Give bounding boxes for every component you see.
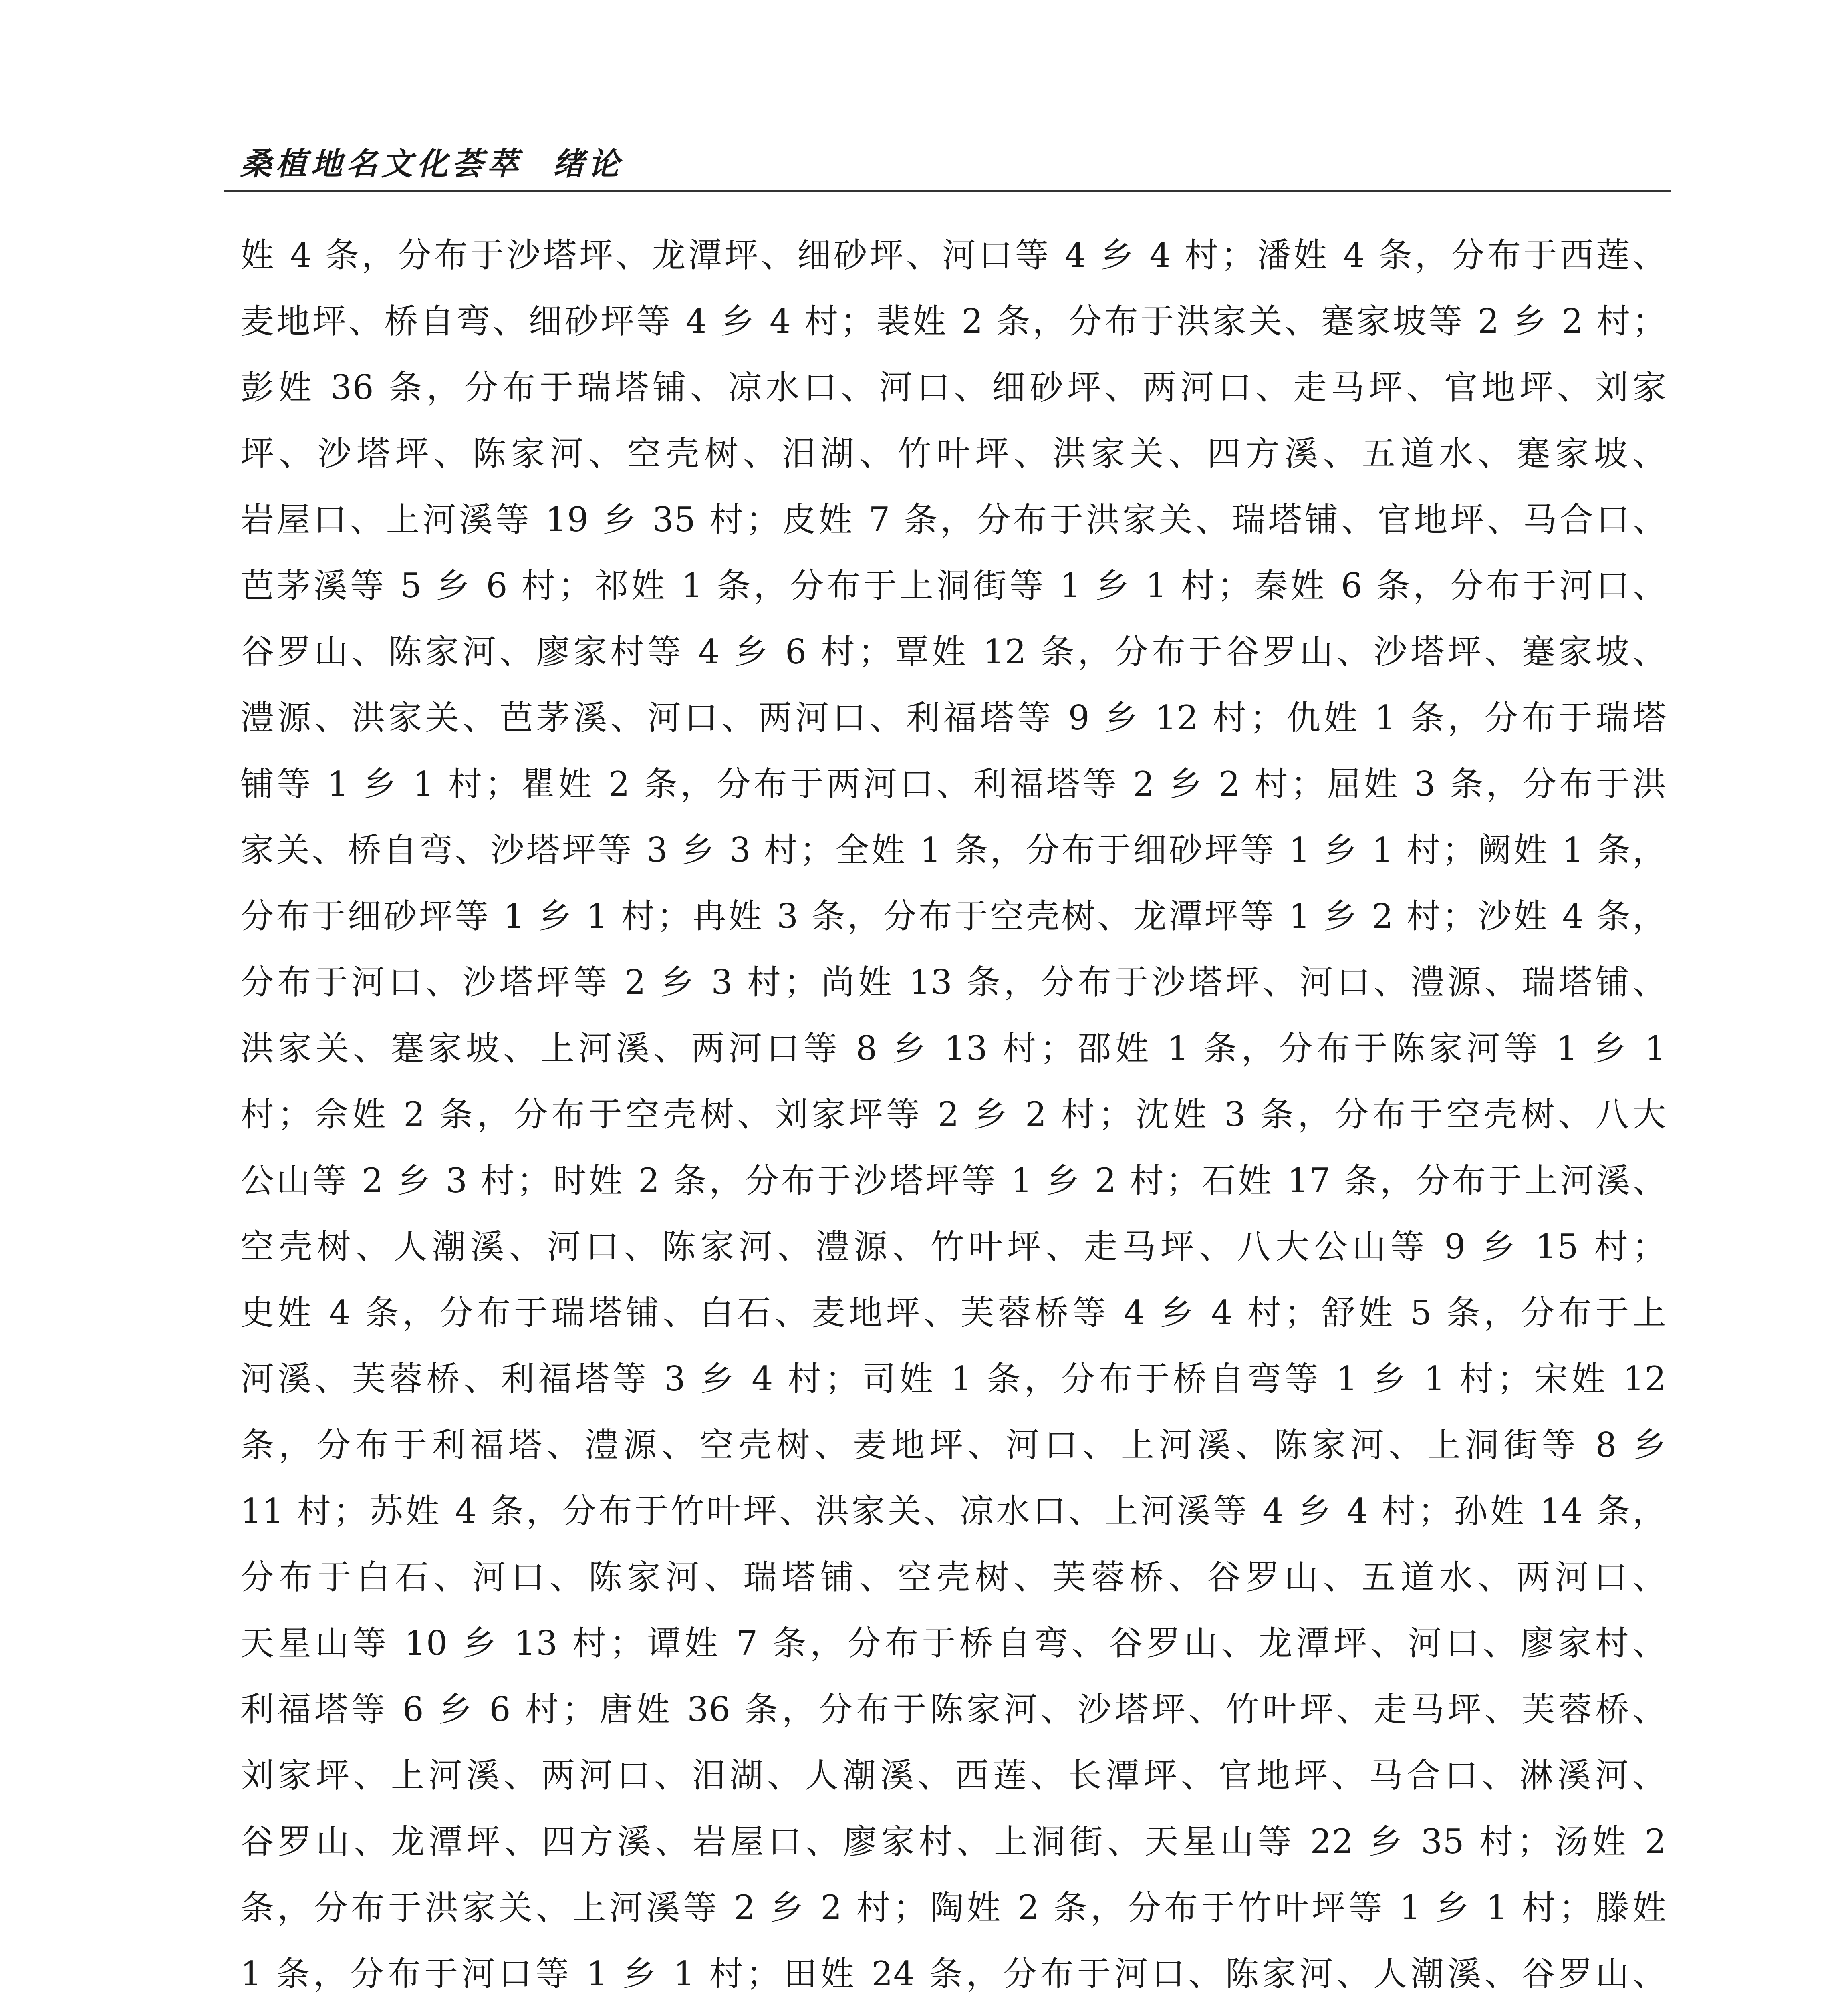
- header-book-title: 桑植地名文化荟萃: [240, 146, 523, 182]
- text-line: 谷罗山、龙潭坪、四方溪、岩屋口、廖家村、上洞街、天星山等 22 乡 35 村；汤姓 2: [240, 1822, 1667, 1861]
- text-line: 澧源、洪家关、芭茅溪、河口、两河口、利福塔等 9 乡 12 村；仇姓 1 条，分布于瑞塔: [240, 698, 1667, 738]
- text-line: 公山等 2 乡 3 村；时姓 2 条，分布于沙塔坪等 1 乡 2 村；石姓 17 条，分布于上河溪、: [240, 1161, 1667, 1200]
- header-divider: [224, 190, 1671, 192]
- text-line: 刘家坪、上河溪、两河口、汨湖、人潮溪、西莲、长潭坪、官地坪、马合口、淋溪河、: [240, 1756, 1667, 1795]
- header-chapter-title: 绪论: [553, 146, 624, 182]
- text-line: 家关、桥自弯、沙塔坪等 3 乡 3 村；全姓 1 条，分布于细砂坪等 1 乡 1 村；阙姓 1 条，: [240, 830, 1667, 870]
- text-line: 岩屋口、上河溪等 19 乡 35 村；皮姓 7 条，分布于洪家关、瑞塔铺、官地坪、马合口、: [240, 500, 1667, 539]
- text-line: 天星山等 10 乡 13 村；谭姓 7 条，分布于桥自弯、谷罗山、龙潭坪、河口、廖家村、: [240, 1624, 1667, 1663]
- text-line: 11 村；苏姓 4 条，分布于竹叶坪、洪家关、凉水口、上河溪等 4 乡 4 村；孙姓 14 条，: [240, 1491, 1667, 1531]
- text-line: 坪、沙塔坪、陈家河、空壳树、汨湖、竹叶坪、洪家关、四方溪、五道水、蹇家坡、: [240, 434, 1667, 473]
- body-text: [240, 222, 1667, 2003]
- text-line: 条，分布于洪家关、上河溪等 2 乡 2 村；陶姓 2 条，分布于竹叶坪等 1 乡 1 村；滕姓: [240, 1888, 1667, 1927]
- text-line: 利福塔等 6 乡 6 村；唐姓 36 条，分布于陈家河、沙塔坪、竹叶坪、走马坪、芙蓉桥、: [240, 1690, 1667, 1729]
- text-line: 洪家关、蹇家坡、上河溪、两河口等 8 乡 13 村；邵姓 1 条，分布于陈家河等 1 乡 1: [240, 1029, 1667, 1068]
- text-line: 分布于细砂坪等 1 乡 1 村；冉姓 3 条，分布于空壳树、龙潭坪等 1 乡 2 村；沙姓 4 条，: [240, 897, 1667, 936]
- running-header: [240, 142, 1667, 186]
- text-line: 彭姓 36 条，分布于瑞塔铺、凉水口、河口、细砂坪、两河口、走马坪、官地坪、刘家: [240, 368, 1667, 407]
- text-line: 河溪、芙蓉桥、利福塔等 3 乡 4 村；司姓 1 条，分布于桥自弯等 1 乡 1 村；宋姓 12: [240, 1359, 1667, 1398]
- text-line: 姓 4 条，分布于沙塔坪、龙潭坪、细砂坪、河口等 4 乡 4 村；潘姓 4 条，分布于西莲、: [240, 236, 1667, 275]
- text-line: 麦地坪、桥自弯、细砂坪等 4 乡 4 村；裴姓 2 条，分布于洪家关、蹇家坡等 2 乡 2 村；: [240, 302, 1667, 341]
- text-line: 空壳树、人潮溪、河口、陈家河、澧源、竹叶坪、走马坪、八大公山等 9 乡 15 村；: [240, 1227, 1667, 1266]
- text-line: 芭茅溪等 5 乡 6 村；祁姓 1 条，分布于上洞街等 1 乡 1 村；秦姓 6 条，分布于河口、: [240, 566, 1667, 605]
- text-line: 谷罗山、陈家河、廖家村等 4 乡 6 村；覃姓 12 条，分布于谷罗山、沙塔坪、蹇家坡、: [240, 632, 1667, 671]
- text-line: 分布于河口、沙塔坪等 2 乡 3 村；尚姓 13 条，分布于沙塔坪、河口、澧源、瑞塔铺、: [240, 963, 1667, 1002]
- text-line: 村；佘姓 2 条，分布于空壳树、刘家坪等 2 乡 2 村；沈姓 3 条，分布于空壳树、八大: [240, 1095, 1667, 1134]
- text-line: 分布于白石、河口、陈家河、瑞塔铺、空壳树、芙蓉桥、谷罗山、五道水、两河口、: [240, 1558, 1667, 1597]
- text-line: 条，分布于利福塔、澧源、空壳树、麦地坪、河口、上河溪、陈家河、上洞街等 8 乡: [240, 1425, 1667, 1465]
- text-line: 史姓 4 条，分布于瑞塔铺、白石、麦地坪、芙蓉桥等 4 乡 4 村；舒姓 5 条，分布于上: [240, 1293, 1667, 1332]
- text-line: 1 条，分布于河口等 1 乡 1 村；田姓 24 条，分布于河口、陈家河、人潮溪、谷罗山、: [240, 1954, 1667, 1993]
- text-line: 铺等 1 乡 1 村；瞿姓 2 条，分布于两河口、利福塔等 2 乡 2 村；屈姓 3 条，分布于洪: [240, 764, 1667, 804]
